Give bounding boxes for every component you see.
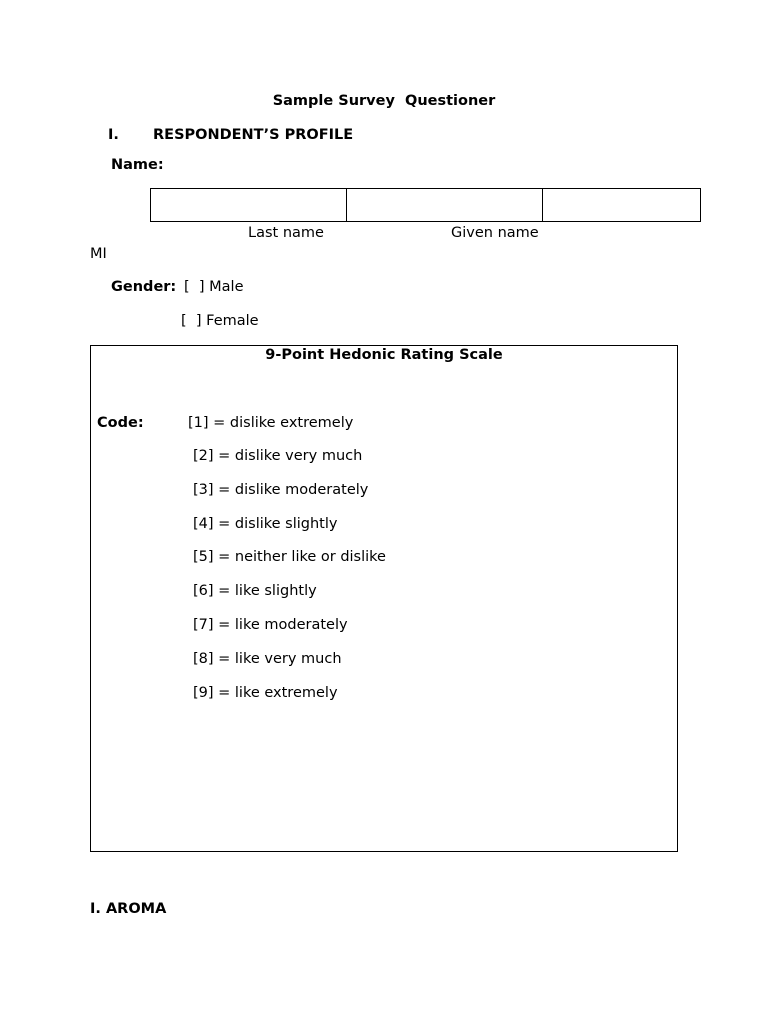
mi-caption: MI (90, 246, 107, 262)
section-title: RESPONDENT’S PROFILE (153, 127, 354, 143)
scale-item: [7] = like moderately (193, 617, 348, 633)
scale-item: [3] = dislike moderately (193, 482, 369, 498)
scale-item: [5] = neither like or dislike (193, 549, 386, 565)
gender-label: Gender: (111, 279, 177, 295)
gender-option-female[interactable]: [ ] Female (181, 313, 259, 329)
scale-item: [1] = dislike extremely (188, 415, 354, 431)
code-label: Code: (97, 415, 144, 431)
last-name-cell[interactable] (151, 189, 347, 221)
hedonic-scale-title: 9-Point Hedonic Rating Scale (265, 347, 503, 363)
hedonic-scale-box (90, 345, 678, 852)
scale-item: [6] = like slightly (193, 583, 317, 599)
document-title: Sample Survey Questioner (272, 93, 496, 109)
scale-item: [9] = like extremely (193, 685, 338, 701)
scale-item: [2] = dislike very much (193, 448, 363, 464)
aroma-section-heading: I. AROMA (90, 901, 167, 917)
name-label: Name: (111, 157, 164, 173)
section-number: I. (108, 127, 119, 143)
mi-cell[interactable] (543, 189, 700, 221)
last-name-caption: Last name (248, 225, 324, 241)
gender-option-male[interactable]: [ ] Male (184, 279, 244, 295)
given-name-caption: Given name (451, 225, 539, 241)
given-name-cell[interactable] (347, 189, 543, 221)
scale-item: [4] = dislike slightly (193, 516, 338, 532)
name-entry-table (150, 188, 701, 222)
scale-item: [8] = like very much (193, 651, 342, 667)
